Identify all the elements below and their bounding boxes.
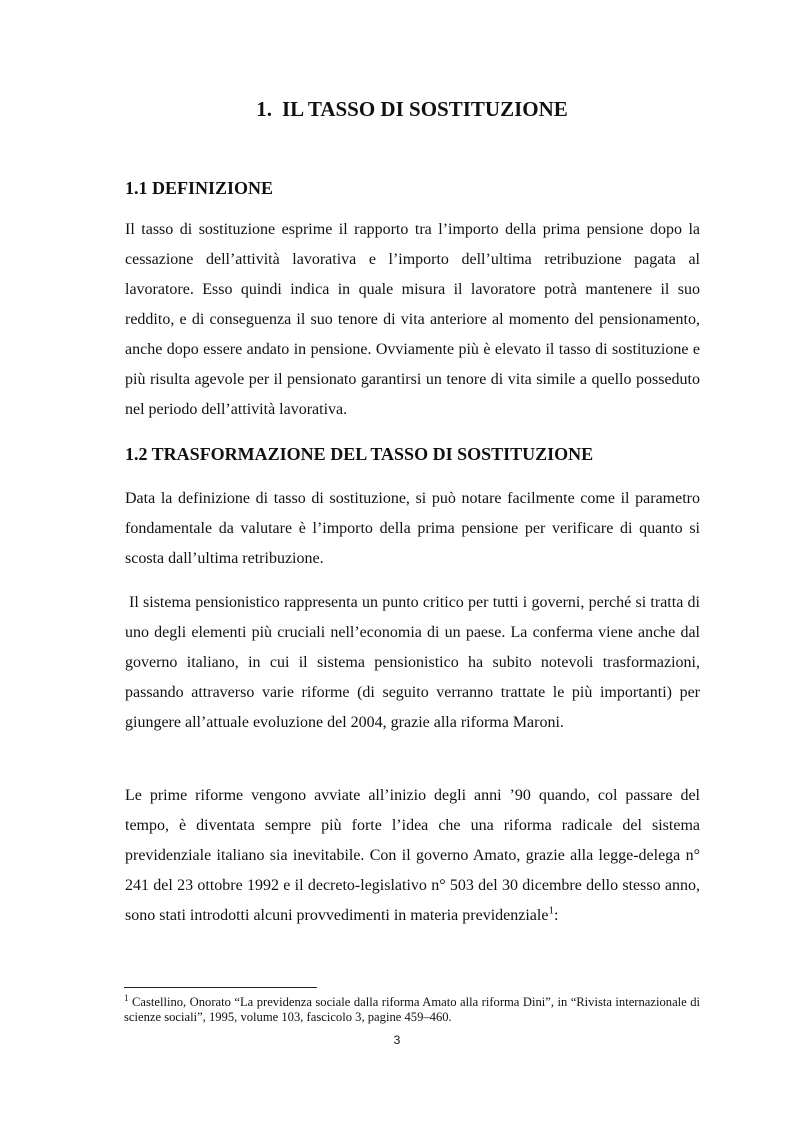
paragraph-trasformazione-2: Il sistema pensionistico rappresenta un punto critico per tutti i governi, perché si tratta di uno degli elementi più cruciali nell’economia di un paese. La conferma viene anche dal governo italiano, in cui il sistema pensionistico ha subito notevoli trasformazioni, passando attraverso varie riforme (di seguito verranno trattate le più importanti) per giungere all’attuale evoluzione del 2004, grazie alla riforma Maroni. [125, 594, 700, 731]
chapter-number: 1. [256, 97, 272, 121]
footnote-text: Castellino, Onorato “La previdenza sociale dalla riforma Amato alla riforma Dini”, in “Rivista internazionale di scienze sociali”, 1995, volume 103, fascicolo 3, pagine 459–460. [124, 995, 701, 1024]
paragraph-trasformazione-1: Data la definizione di tasso di sostituzione, si può notare facilmente come il parametro fondamentale da valutare è l’importo della prima pensione per verificare di quanto si scosta dall’ultima retribuzione. [125, 490, 700, 567]
section-heading-trasformazione: 1.2 TRASFORMAZIONE DEL TASSO DI SOSTITUZIONE [125, 444, 594, 464]
chapter-title-text: IL TASSO DI SOSTITUZIONE [281, 97, 568, 121]
footnote [124, 992, 701, 1025]
page-number: 3 [393, 1033, 401, 1047]
paragraph-trasformazione-3-text: Le prime riforme vengono avviate all’inizio degli anni ’90 quando, col passare del tempo, è diventata sempre più forte l’idea che una riforma radicale del sistema previdenziale italiano sia inevitabile. Con il governo Amato, grazie alla legge-delega n° 241 del 23 ottobre 1992 e il decreto-legislativo n° 503 del 30 dicembre dello stesso anno, sono stati introdotti alcuni provvedimenti in materia previdenziale [125, 787, 700, 924]
footnote-reference[interactable]: 1 [548, 904, 554, 917]
chapter-title [124, 94, 700, 124]
footnote-number: 1 [124, 992, 129, 1003]
footnote-separator [124, 987, 317, 988]
section-heading-definizione: 1.1 DEFINIZIONE [125, 178, 274, 198]
paragraph-definizione: Il tasso di sostituzione esprime il rapporto tra l’importo della prima pensione dopo la cessazione dell’attività lavorativa e l’importo dell’ultima retribuzione pagata al lavoratore. Esso quindi indica in quale misura il lavoratore potrà mantenere il suo reddito, e di conseguenza il suo tenore di vita anteriore al momento del pensionamento, anche dopo essere andato in pensione. Ovviamente più è elevato il tasso di sostituzione e più risulta agevole per il pensionato garantirsi un tenore di vita simile a quello posseduto nel periodo dell’attività lavorativa. [125, 221, 700, 418]
paragraph-trasformazione-3 [125, 781, 700, 931]
paragraph-trasformazione-3-tail: : [553, 907, 559, 924]
